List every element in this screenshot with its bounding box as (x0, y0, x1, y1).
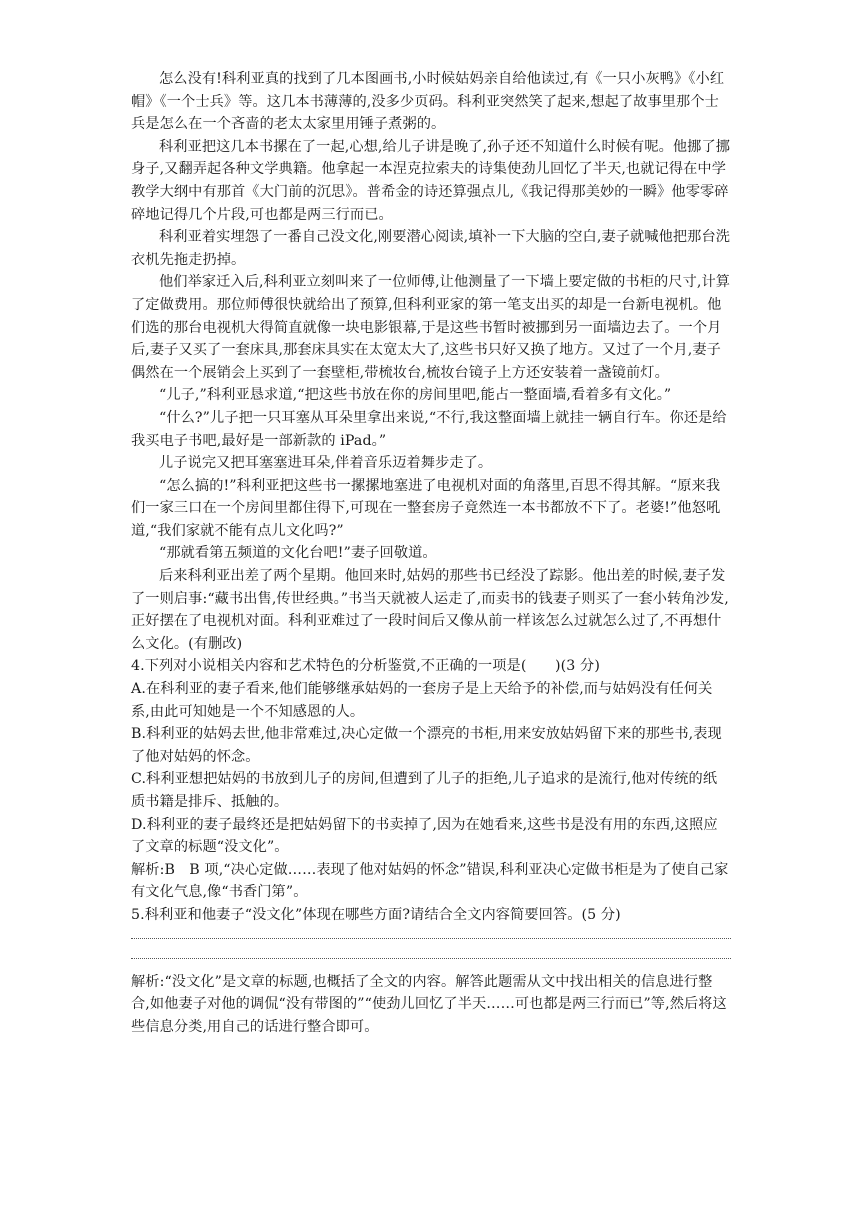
answer-analysis-4: 解析:B B 项,“决心定做……表现了他对姑妈的怀念”错误,科利亚决心定做书柜是为了使自己家有文化气息,像“书香门第”。 (131, 861, 729, 901)
question-4: 4.下列对小说相关内容和艺术特色的分析鉴赏,不正确的一项是( )(3 分) (131, 658, 600, 675)
answer-line (131, 958, 731, 959)
option-a: A.在科利亚的妻子看来,他们能够继承姑妈的一套房子是上天给予的补偿,而与姑妈没有任何关系,由此可知她是一个不知感恩的人。 (131, 681, 713, 720)
story-paragraph: 科利亚着实埋怨了一番自己没文化,刚要潜心阅读,填补一下大脑的空白,妻子就喊他把那台洗衣机先拖走扔掉。 (131, 229, 731, 268)
story-paragraph: 后来科利亚出差了两个星期。他回来时,姑妈的那些书已经没了踪影。他出差的时候,妻子发了一则启事:“藏书出售,传世经典。”书当天就被人运走了,而卖书的钱妻子则买了一套小转角沙发,正好摆在了电视机对面。科利亚难过了一段时间后又像从前一样该怎么过就怎么过了,不再想什么文化。(有删改) (131, 568, 729, 652)
option-d: D.科利亚的妻子最终还是把姑妈留下的书卖掉了,因为在她看来,这些书是没有用的东西,这照应了文章的标题“没文化”。 (131, 816, 718, 856)
story-paragraph: “怎么搞的!”科利亚把这些书一摞摞地塞进了电视机对面的角落里,百思不得其解。“原来我们一家三口在一个房间里都住得下,可现在一整套房子竟然连一本书都放不下了。老婆!”他怒吼道,“我们家就不能有点儿文化吗?” (131, 477, 721, 539)
question-5: 5.科利亚和他妻子“没文化”体现在哪些方面?请结合全文内容简要回答。(5 分) (131, 906, 621, 923)
answer-analysis-5: 解析:“没文化”是文章的标题,也概括了全文的内容。解答此题需从文中找出相关的信息进行整合,如他妻子对他的调侃“没有带图的”“使劲儿回忆了半天……可也都是两三行而已”等,然后将这些信息分类,用自己的话进行整合即可。 (131, 973, 727, 1035)
story-paragraph: 科利亚把这几本书摞在了一起,心想,给儿子讲是晚了,孙子还不知道什么时候有呢。他挪了挪身子,又翻弄起各种文学典籍。他拿起一本涅克拉索夫的诗集使劲儿回忆了半天,也就记得在中学教学大纲中有那首《大门前的沉思》。普希金的诗还算强点儿,《我记得那美妙的一瞬》他零零碎碎地记得几个片段,可也都是两三行而已。 (131, 138, 731, 223)
option-c: C.科利亚想把姑妈的书放到儿子的房间,但遭到了儿子的拒绝,儿子追求的是流行,他对传统的纸质书籍是排斥、抵触的。 (131, 771, 718, 810)
option-b: B.科利亚的姑妈去世,他非常难过,决心定做一个漂亮的书柜,用来安放姑妈留下来的那些书,表现了他对姑妈的怀念。 (131, 726, 722, 765)
story-paragraph: “什么?”儿子把一只耳塞从耳朵里拿出来说,“不行,我这整面墙上就挂一辆自行车。你还是给我买电子书吧,最好是一部新款的 iPad。” (131, 409, 727, 449)
document-body (131, 68, 731, 1038)
story-paragraph: 怎么没有!科利亚真的找到了几本图画书,小时候姑妈亲自给他读过,有《一只小灰鸭》《小红帽》《一个士兵》等。这几本书薄薄的,没多少页码。科利亚突然笑了起来,想起了故事里那个士兵是怎么在一个吝啬的老太太家里用锤子煮粥的。 (131, 71, 725, 133)
story-paragraph: “那就看第五频道的文化台吧!”妻子回敬道。 (159, 545, 437, 562)
story-paragraph: 儿子说完又把耳塞塞进耳朵,伴着音乐迈着舞步走了。 (159, 455, 493, 472)
answer-line (131, 938, 731, 939)
story-paragraph: 他们举家迁入后,科利亚立刻叫来了一位师傅,让他测量了一下墙上要定做的书柜的尺寸,计算了定做费用。那位师傅很快就给出了预算,但科利亚家的第一笔支出买的却是一台新电视机。他们选的那台电视机大得简直就像一块电影银幕,于是这些书暂时被挪到另一面墙边去了。一个月后,妻子又买了一套床具,那套床具实在太宽太大了,这些书只好又换了地方。又过了一个月,妻子偶然在一个展销会上买到了一套壁柜,带梳妆台,梳妆台镜子上方还安装着一盏镜前灯。 (131, 274, 731, 381)
story-paragraph: “儿子,”科利亚恳求道,“把这些书放在你的房间里吧,能占一整面墙,看着多有文化。” (159, 387, 672, 404)
